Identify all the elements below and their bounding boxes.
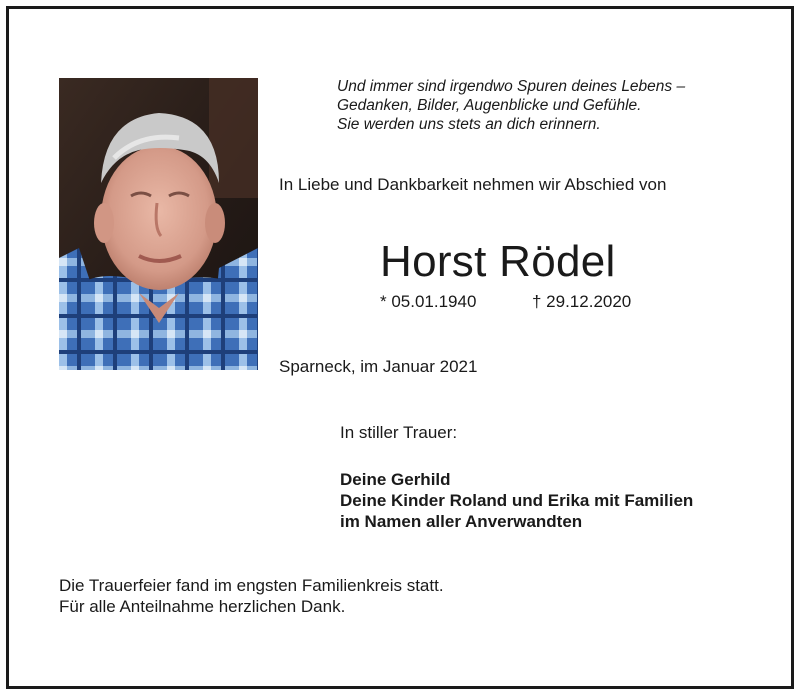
memorial-quote (337, 77, 685, 134)
birth-date: * 05.01.1940 (380, 292, 477, 311)
quote-line: Sie werden uns stets an dich erinnern. (337, 116, 601, 133)
closing-note (59, 575, 444, 617)
deceased-name: Horst Rödel (380, 237, 616, 286)
quote-line: Gedanken, Bilder, Augenblicke und Gefühle. (337, 97, 642, 114)
place-date: Sparneck, im Januar 2021 (279, 357, 478, 376)
life-dates (380, 292, 631, 312)
portrait-photo (59, 78, 258, 370)
mourner-line: Deine Kinder Roland und Erika mit Familien (340, 491, 694, 510)
closing-line: Die Trauerfeier fand im engsten Familienkreis statt. (59, 576, 444, 595)
mourning-label: In stiller Trauer: (340, 423, 458, 442)
mourner-line: Deine Gerhild (340, 470, 451, 489)
closing-line: Für alle Anteilnahme herzlichen Dank. (59, 597, 346, 616)
farewell-intro: In Liebe und Dankbarkeit nehmen wir Abschied von (279, 175, 667, 194)
mourner-line: im Namen aller Anverwandten (340, 512, 583, 531)
quote-line: Und immer sind irgendwo Spuren deines Lebens – (337, 78, 686, 95)
death-date: † 29.12.2020 (532, 292, 632, 311)
mourners-list (340, 469, 693, 532)
